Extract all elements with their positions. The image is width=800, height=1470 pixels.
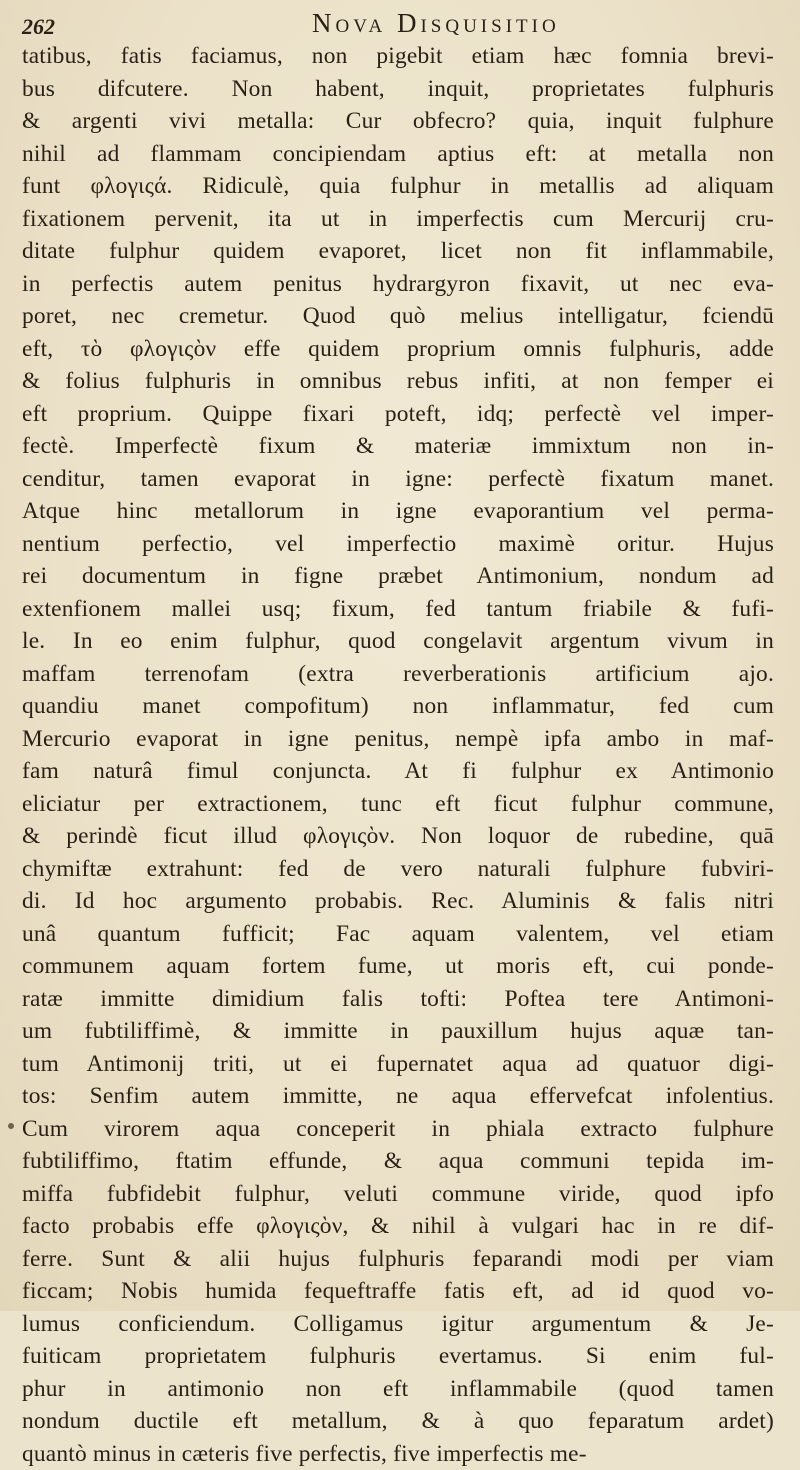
text-line: nentium perfectio, vel imperfectio maximè oritur. Hujus	[22, 528, 774, 561]
text-line: poret, nec cremetur. Quod quò melius intelligatur, fciendū	[22, 300, 774, 333]
text-line: fixationem pervenit, ita ut in imperfectis cum Mercurij cru-	[22, 203, 774, 236]
text-line: nihil ad flammam concipiendam aptius eft: at metalla non	[22, 138, 774, 171]
text-line: in perfectis autem penitus hydrargyron fixavit, ut nec eva-	[22, 268, 774, 301]
text-line: eliciatur per extractionem, tunc eft ficut fulphur commune,	[22, 788, 774, 821]
text-line: ferre. Sunt & alii hujus fulphuris feparandi modi per viam	[22, 1243, 774, 1276]
text-line: di. Id hoc argumento probabis. Rec. Aluminis & falis nitri	[22, 885, 774, 918]
text-line: nondum ductile eft metallum, & à quo feparatum ardet)	[22, 1405, 774, 1438]
text-line: chymiftæ extrahunt: fed de vero naturali fulphure fubviri-	[22, 853, 774, 886]
text-line: cenditur, tamen evaporat in igne: perfectè fixatum manet.	[22, 463, 774, 496]
text-line: eft, τὸ φλογιςὸν effe quidem proprium omnis fulphuris, adde	[22, 333, 774, 366]
body-text	[22, 40, 774, 1470]
text-line: um fubtiliffimè, & immitte in pauxillum hujus aquæ tan-	[22, 1015, 774, 1048]
text-line: lumus conficiendum. Colligamus igitur argumentum & Je-	[22, 1308, 774, 1341]
text-line: & perindè ficut illud φλογιςὸν. Non loquor de rubedine, quā	[22, 820, 774, 853]
page-number: 262	[22, 14, 55, 40]
text-line: tos: Senfim autem immitte, ne aqua effervefcat infolentius.	[22, 1080, 774, 1113]
text-line: bus difcutere. Non habent, inquit, proprietates fulphuris	[22, 73, 774, 106]
text-line: fuiticam proprietatem fulphuris evertamus. Si enim ful-	[22, 1340, 774, 1373]
text-line: quantò minus in cæteris five perfectis, five imperfectis me-	[22, 1438, 774, 1470]
text-line: unâ quantum fufficit; Fac aquam valentem, vel etiam	[22, 918, 774, 951]
text-line: ratæ immitte dimidium falis tofti: Poftea tere Antimoni-	[22, 983, 774, 1016]
text-line: maffam terrenofam (extra reverberationis artificium ajo.	[22, 658, 774, 691]
text-line: miffa fubfidebit fulphur, veluti commune viride, quod ipfo	[22, 1178, 774, 1211]
text-line: Cum virorem aqua conceperit in phiala extracto fulphure	[22, 1113, 774, 1146]
text-line: communem aquam fortem fume, ut moris eft, cui ponde-	[22, 950, 774, 983]
text-line: fubtiliffimo, ftatim effunde, & aqua communi tepida im-	[22, 1145, 774, 1178]
ink-spot	[8, 1123, 14, 1129]
text-line: fectè. Imperfectè fixum & materiæ immixtum non in-	[22, 430, 774, 463]
text-line: & argenti vivi metalla: Cur obfecro? quia, inquit fulphure	[22, 105, 774, 138]
text-line: le. In eo enim fulphur, quod congelavit argentum vivum in	[22, 625, 774, 658]
text-line: quandiu manet compofitum) non inflammatur, fed cum	[22, 690, 774, 723]
text-line: tum Antimonij triti, ut ei fupernatet aqua ad quatuor digi-	[22, 1048, 774, 1081]
text-line: facto probabis effe φλογιςὸν, & nihil à vulgari hac in re dif-	[22, 1210, 774, 1243]
text-line: ditate fulphur quidem evaporet, licet non fit inflammabile,	[22, 235, 774, 268]
text-line: Atque hinc metallorum in igne evaporantium vel perma-	[22, 495, 774, 528]
text-line: ficcam; Nobis humida fequeftraffe fatis eft, ad id quod vo-	[22, 1275, 774, 1308]
text-line: funt φλογιςά. Ridiculè, quia fulphur in metallis ad aliquam	[22, 170, 774, 203]
text-line: phur in antimonio non eft inflammabile (quod tamen	[22, 1373, 774, 1406]
text-line: fam naturâ fimul conjuncta. At fi fulphur ex Antimonio	[22, 755, 774, 788]
text-line: rei documentum in figne præbet Antimonium, nondum ad	[22, 560, 774, 593]
text-line: eft proprium. Quippe fixari poteft, idq; perfectè vel imper-	[22, 398, 774, 431]
text-line: Mercurio evaporat in igne penitus, nempè ipfa ambo in maf-	[22, 723, 774, 756]
running-head: Nova Disquisitio	[312, 8, 560, 39]
text-line: tatibus, fatis faciamus, non pigebit etiam hæc fomnia brevi-	[22, 40, 774, 73]
text-line: & folius fulphuris in omnibus rebus infiti, at non femper ei	[22, 365, 774, 398]
text-line: extenfionem mallei usq; fixum, fed tantum friabile & fufi-	[22, 593, 774, 626]
